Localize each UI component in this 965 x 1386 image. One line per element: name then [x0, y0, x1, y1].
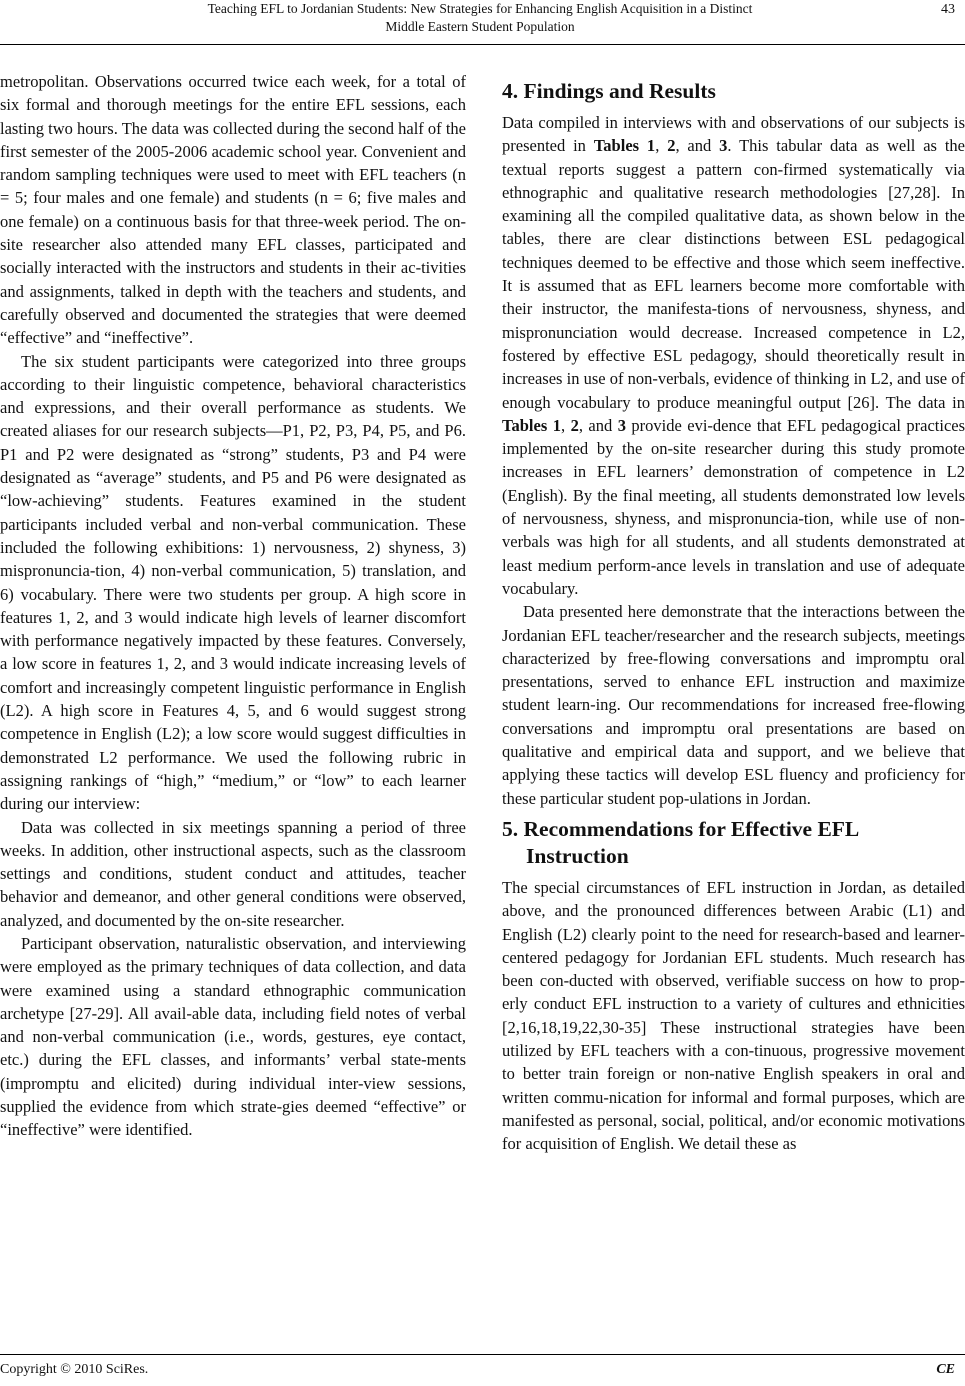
- paragraph-observation: Participant observation, naturalistic observation, and interviewing were employed as the primary techniques of data collection, and data were examined using a standard ethnographic communication archetype [27-29]. All avail-able data, including field notes of verbal and non-verbal communication (i.e., words, gestures, eye contact, etc.) during the EFL classes, and informants’ verbal state-ments (impromptu and elicited) during individual inter-view sessions, supplied the evidence from which strate-gies deemed “effective” or “ineffective” were identified.: [0, 933, 466, 1140]
- running-header: [0, 0, 965, 48]
- paragraph-demonstration: Data presented here demonstrate that the interactions between the Jordanian EFL teacher/researcher and the research subjects, meetings characterized by free-flowing conversations and impromptu oral presentations, served to enhance EFL instruction and maximize student learn-ing. Our recommendations for increased free-flowing conversations and impromptu oral presentations are based on qualitative and empirical data and support, and we believe that applying these tactics will develop ESL fluency and proficiency for these particular student pop-ulations in Jordan.: [502, 602, 965, 808]
- running-title-line2: Middle Eastern Student Population: [385, 19, 575, 34]
- table-ref: Tables 1: [593, 136, 656, 156]
- journal-abbrev: CE: [936, 1362, 955, 1377]
- table-ref: 3: [617, 415, 626, 435]
- running-title: [40, 0, 920, 36]
- paragraph-participants: The six student participants were categorized into three groups according to their linguistic competence, behavioral characteristics and expressions, and their overall performance as students. We created aliases for our research subjects—P1, P2, P3, P4, P5, and P6. P1 and P2 were designated as “strong” students, P3 and P4 were designated as “average” students, and P5 and P6 were designated as “low-achieving” students. Features examined in the student participants included verbal and non-verbal communication. These included the following exhibitions: 1) nervousness, 2) shyness, 3) mispronuncia-tion, 4) non-verbal communication, 5) translation, and 6) vocabulary. There were two students per group. A high score in features 1, 2, and 3 would indicate high levels of learner discomfort with performance negatively impacted by these features. Conversely, a low score in features 1, 2, and 3 would indicate increasing levels of comfort and increasingly competent linguistic performance in English (L2). A high score in Features 4, 5, and 6 would suggest strong competence in English (L2); a low score would suggest difficulties in demonstrated L2 performance. We used the following rubric in assigning rankings of “high,” “medium,” or “low” to each learner during our interview:: [0, 351, 466, 814]
- paragraph-recommendations: The special circumstances of EFL instruction in Jordan, as detailed above, and the pronounced differences between Arabic (L1) and English (L2) clearly point to the need for research-based and learner-centered pedagogy for Jordanian EFL students. Much research has been con-ducted with observed, verifiable success on how to prop-erly conduct EFL instruction to a variety of cultures and ethnicities [2,16,18,19,22,30-35] These instructional strategies have been utilized by EFL teachers with a con-tinuous, progressive movement to better train foreign or non-native English speakers in oral and written commu-nication for informal and formal purposes, which are manifested as personal, social, political, and/or economic motivations for acquisition of English. We detail these as: [502, 877, 965, 1154]
- header-divider: [0, 44, 965, 45]
- table-ref: 2: [570, 415, 579, 435]
- table-ref: 2: [667, 136, 676, 156]
- section-heading-recommendations: 5. Recommendations for Effective EFL Instruction: [502, 816, 859, 868]
- copyright-notice: Copyright © 2010 SciRes.: [0, 1362, 149, 1377]
- right-column: [502, 70, 965, 1155]
- section-heading-findings: 4. Findings and Results: [502, 79, 716, 103]
- running-title-line1: Teaching EFL to Jordanian Students: New Strategies for Enhancing English Acquisition in a Distinct: [207, 1, 753, 16]
- table-ref: 3: [719, 136, 728, 156]
- footer-divider: [0, 1354, 965, 1355]
- page-number: 43: [941, 2, 955, 17]
- table-ref: Tables 1: [502, 415, 561, 435]
- paragraph-sampling: metropolitan. Observations occurred twice each week, for a total of six formal and thorough meetings for the entire EFL sessions, each lasting two hours. The data was collected during the second half of the first semester of the 2005-2006 academic school year. Convenient and random sampling techniques were used to meet with EFL teachers (n = 5; four males and one female) and students (n = 6; five males and one female) on a continuous basis for that three-week period. The on-site researcher also attended many EFL classes, participated and socially interacted with the instructors and students in their ac-tivities and assignments, talked in depth with the teachers and students, and carefully observed and documented the strategies that were deemed “effective” and “ineffective”.: [0, 72, 466, 348]
- left-column: [0, 70, 466, 1142]
- paragraph-findings: Data compiled in interviews with and observations of our subjects is presented in Tables 1, 2, and 3. This tabular data as well as the textual reports suggest a pattern con-firmed systematically via ethnographic and qualitative research methodologies [27,28]. In examining all the compiled qualitative data, as shown below in the tables, there are clear distinctions between ESL pedagogical techniques deemed to be effective and those which seem ineffective. It is assumed that as EFL learners become more comfortable with their instructor, the manifesta-tions of nervousness, shyness, and mispronunciation would decrease. Increased competence in L2, fostered by effective ESL pedagogy, should theoretically result in increases in use of non-verbals, evidence of thinking in L2, and use of enough vocabulary to produce meaningful output [26]. The data in Tables 1, 2, and 3 provide evi-dence that EFL pedagogical practices implemented by the on-site researcher during this study promote increases in EFL learners’ demonstration of competence in L2 (English). By the final meeting, all students demonstrated low levels of nervousness, shyness, and mispronuncia-tion, while use of non-verbals was high for all students, and all students demonstrated at least medium perform-ance levels in translation and use of adequate vocabulary.: [502, 113, 965, 598]
- paragraph-data-collection: Data was collected in six meetings spanning a period of three weeks. In addition, other instructional aspects, such as the classroom settings and conditions, student conduct and attitudes, teacher behavior and demeanor, and other general conditions were observed, analyzed, and documented by the on-site researcher.: [0, 817, 466, 930]
